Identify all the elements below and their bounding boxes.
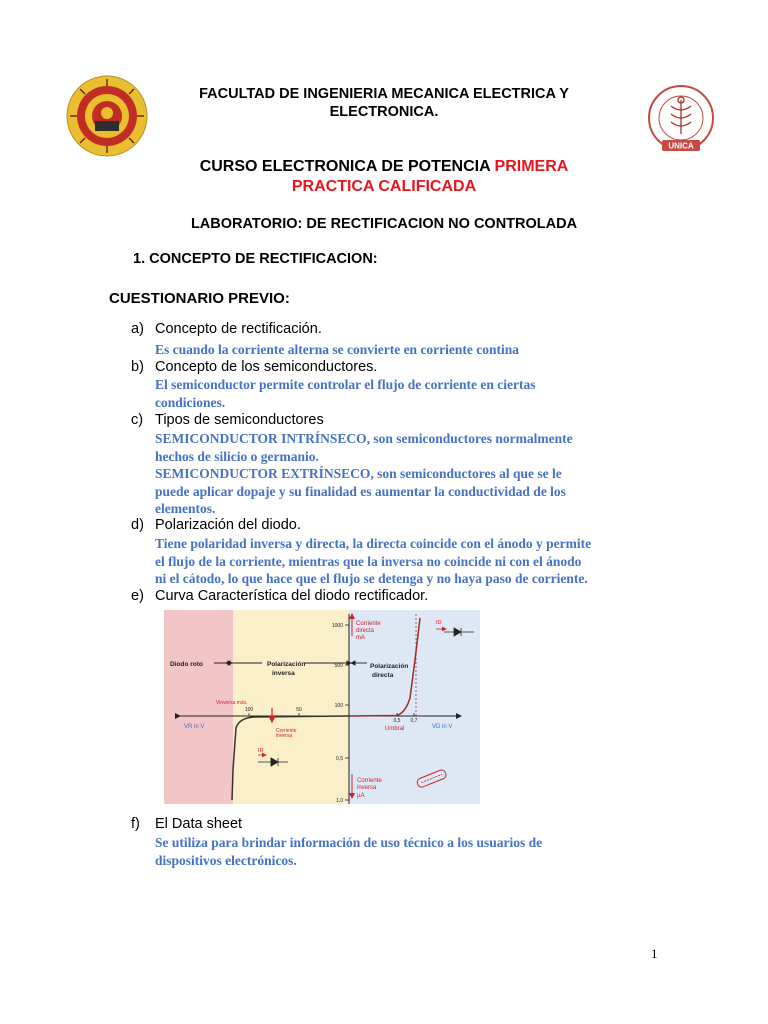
svg-text:100: 100 bbox=[334, 703, 343, 709]
course-name: CURSO ELECTRONICA DE POTENCIA bbox=[199, 158, 491, 175]
svg-text:µA: µA bbox=[357, 793, 365, 799]
lab-title: LABORATORIO: DE RECTIFICACION NO CONTROLADA bbox=[190, 216, 578, 232]
section-heading: 1. CONCEPTO DE RECTIFICACION: bbox=[133, 251, 378, 267]
question-text: Polarización del diodo. bbox=[155, 517, 301, 533]
question-text: Tipos de semiconductores bbox=[155, 412, 324, 428]
answer-text: Es cuando la corriente alterna se convierte en corriente contina bbox=[155, 342, 520, 357]
question-letter: d) bbox=[131, 517, 144, 533]
question-letter: a) bbox=[131, 321, 144, 337]
questionnaire-title: CUESTIONARIO PREVIO: bbox=[109, 290, 290, 307]
question-text: El Data sheet bbox=[155, 816, 243, 832]
forward-bias-zone bbox=[349, 610, 480, 804]
question-letter: b) bbox=[131, 359, 144, 375]
faculty-title-line2: ELECTRONICA. bbox=[329, 104, 439, 120]
svg-text:0,5: 0,5 bbox=[336, 756, 343, 762]
svg-text:mA: mA bbox=[356, 635, 365, 641]
svg-text:ID: ID bbox=[436, 620, 442, 626]
question-letter: e) bbox=[131, 588, 144, 604]
faculty-title bbox=[0, 85, 768, 121]
svg-text:inversa: inversa bbox=[276, 733, 293, 739]
svg-text:IR: IR bbox=[258, 748, 264, 754]
svg-text:directa: directa bbox=[372, 672, 394, 679]
svg-text:inversa: inversa bbox=[272, 670, 295, 677]
corriente-inversa-label: Corriente bbox=[357, 778, 382, 784]
breakdown-zone bbox=[164, 610, 233, 804]
svg-text:0,7: 0,7 bbox=[410, 718, 418, 724]
svg-text:0,5: 0,5 bbox=[393, 718, 401, 724]
diode-characteristic-figure bbox=[164, 610, 480, 804]
question-text: Concepto de rectificación. bbox=[155, 321, 322, 337]
question-text: Concepto de los semiconductores. bbox=[155, 359, 378, 375]
course-practice-subtitle: PRACTICA CALIFICADA bbox=[291, 178, 477, 195]
corriente-directa-label: Corriente bbox=[356, 621, 381, 627]
unica-label: UNICA bbox=[668, 141, 694, 151]
svg-text:1000: 1000 bbox=[331, 623, 343, 629]
umbral-label: Umbral bbox=[385, 726, 405, 732]
svg-text:100: 100 bbox=[244, 707, 254, 713]
svg-text:1,0: 1,0 bbox=[336, 798, 343, 804]
vd-axis-label: VD in V bbox=[432, 724, 453, 730]
course-title bbox=[0, 157, 768, 197]
page-number: 1 bbox=[651, 946, 658, 961]
svg-text:50: 50 bbox=[296, 707, 302, 713]
course-practice-word: PRIMERA bbox=[494, 158, 569, 175]
answer-text: El semiconductor permite controlar el flujo de corriente en ciertas condiciones. bbox=[155, 377, 536, 410]
answer-text: Tiene polaridad inversa y directa, la directa coincide con el ánodo y permite el flujo de la corriente, mientras que la inversa no coincide ni con el ánodo ni el cátodo, lo que hace que el flujo se detenga y no haya paso de corriente. bbox=[155, 536, 592, 587]
vr-axis-label: VR in V bbox=[184, 724, 205, 730]
vinversa-label: Vinversa máx. bbox=[216, 700, 248, 706]
answer-text: SEMICONDUCTOR INTRÍNSECO, son semiconductores normalmente hechos de silicio o germanio. SEMICONDUCTOR EXTRÍNSECO, son semiconductores al que se le puede aplicar dopaje y su finalidad es aumentar la conductividad de los elementos. bbox=[155, 431, 573, 517]
polarizacion-directa-label: Polarización bbox=[370, 663, 409, 670]
faculty-title-line1: FACULTAD DE INGENIERIA MECANICA ELECTRICA Y bbox=[199, 86, 569, 102]
svg-text:500: 500 bbox=[334, 663, 343, 669]
svg-text:inversa: inversa bbox=[357, 785, 377, 791]
question-letter: c) bbox=[131, 412, 144, 428]
diodo-roto-label: Diodo roto bbox=[170, 661, 203, 668]
question-text: Curva Característica del diodo rectificador. bbox=[155, 588, 429, 604]
polarizacion-inversa-label: Polarización bbox=[267, 661, 306, 668]
corriente-inversa-small-label: Corriente bbox=[276, 728, 297, 734]
answer-text: Se utiliza para brindar información de uso técnico a los usuarios de dispositivos electrónicos. bbox=[155, 835, 543, 868]
question-letter: f) bbox=[131, 816, 140, 832]
svg-text:directa: directa bbox=[356, 628, 375, 634]
